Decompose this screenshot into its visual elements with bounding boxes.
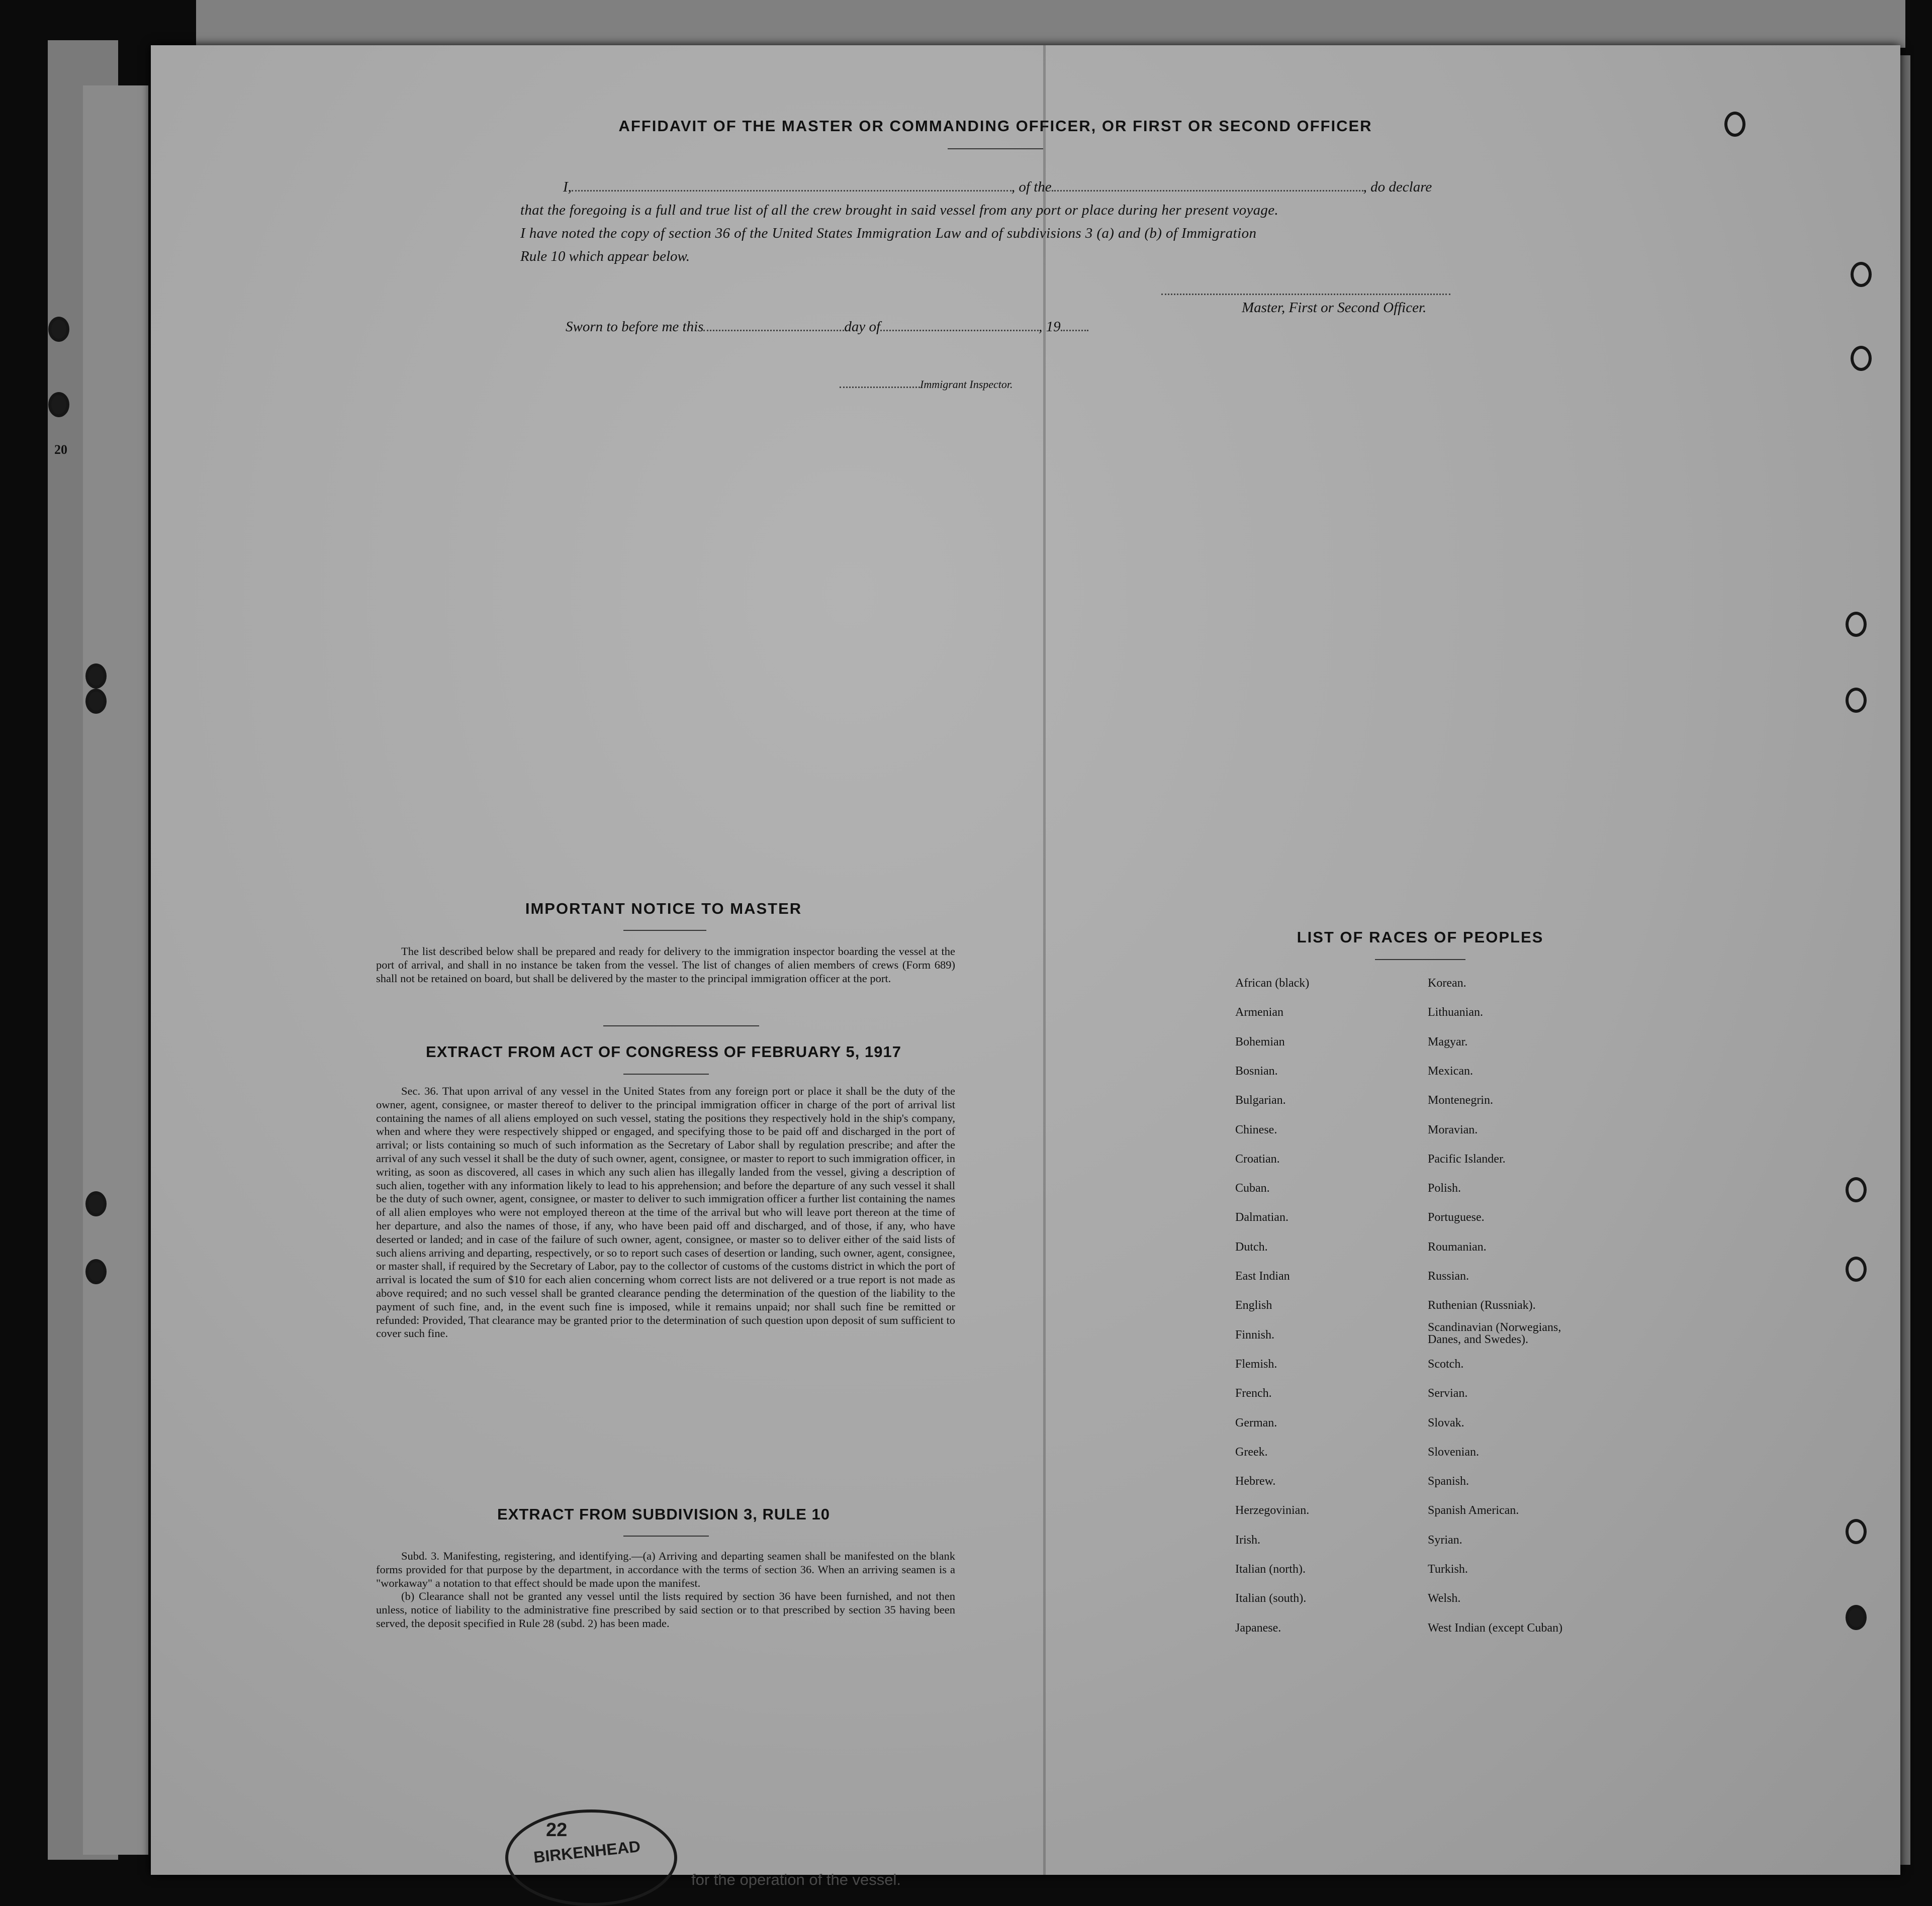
sworn-day-field[interactable] xyxy=(703,330,844,331)
race-item: Italian (north). xyxy=(1235,1563,1306,1576)
act-extract-title: EXTRACT FROM ACT OF CONGRESS OF FEBRUARY 5, 1917 xyxy=(426,1043,901,1061)
inspector-signature-field[interactable] xyxy=(840,387,920,388)
race-item: West Indian (except Cuban) xyxy=(1428,1621,1562,1635)
sworn-line xyxy=(566,317,1088,337)
act-title-rule xyxy=(623,1074,709,1075)
notice-text xyxy=(376,945,955,985)
race-item: Slovenian. xyxy=(1428,1445,1479,1459)
binding-hole xyxy=(48,392,69,417)
port-stamp xyxy=(505,1809,677,1906)
binding-hole xyxy=(85,1191,107,1216)
affidavit-title: AFFIDAVIT OF THE MASTER OR COMMANDING OFFICER, OR FIRST OR SECOND OFFICER xyxy=(618,117,1372,135)
underlying-page-top xyxy=(196,0,1905,48)
race-item: Flemish. xyxy=(1235,1357,1277,1371)
race-item: Hebrew. xyxy=(1235,1475,1276,1488)
race-item: Magyar. xyxy=(1428,1035,1468,1049)
binding-hole xyxy=(85,1259,107,1284)
race-item: Welsh. xyxy=(1428,1592,1461,1605)
race-item: Spanish American. xyxy=(1428,1504,1519,1517)
affidavit-title-rule xyxy=(948,148,1043,149)
binding-hole xyxy=(85,663,107,689)
binding-hole xyxy=(1846,1177,1867,1202)
race-item: Ruthenian (Russniak). xyxy=(1428,1299,1536,1312)
sworn-month-field[interactable] xyxy=(880,330,1039,331)
rule-paragraph-a: Subd. 3. Manifesting, registering, and identifying.—(a) Arriving and departing seamen shall be manifested on the blank forms provided for that purpose by the department, in accordance with the terms of section 36. When an arriving seamen is a "workaway" a notation to that effect should be made upon the manifest. xyxy=(376,1550,955,1589)
affidavit-line-1 xyxy=(563,177,1498,197)
binding-hole xyxy=(1846,688,1867,713)
race-item: Bosnian. xyxy=(1235,1064,1278,1078)
race-item: Mexican. xyxy=(1428,1064,1473,1078)
race-item: Finnish. xyxy=(1235,1328,1275,1342)
race-item: Irish. xyxy=(1235,1533,1260,1547)
vessel-name-field[interactable] xyxy=(1052,190,1363,192)
stamp-text: BIRKENHEAD xyxy=(532,1837,641,1867)
race-item: Montenegrin. xyxy=(1428,1094,1493,1107)
race-item: Japanese. xyxy=(1235,1621,1281,1635)
affidavit-i-label: I, xyxy=(563,179,572,195)
affidavit-line-4: Rule 10 which appear below. xyxy=(520,248,690,264)
rule-extract-text xyxy=(376,1550,955,1631)
year-prefix: , 19 xyxy=(1039,319,1061,335)
race-item: Dalmatian. xyxy=(1235,1211,1289,1224)
notice-title: IMPORTANT NOTICE TO MASTER xyxy=(525,900,802,917)
race-item: Moravian. xyxy=(1428,1123,1478,1136)
margin-number: 20 xyxy=(54,442,67,457)
race-item: English xyxy=(1235,1299,1272,1312)
binding-hole xyxy=(1851,262,1872,287)
race-item: African (black) xyxy=(1235,977,1310,990)
race-item: Bohemian xyxy=(1235,1035,1285,1049)
races-title-rule xyxy=(1375,959,1465,960)
race-item: French. xyxy=(1235,1387,1272,1400)
master-name-field[interactable] xyxy=(572,190,1011,192)
sworn-text: Sworn to before me this xyxy=(566,319,704,335)
race-item: Russian. xyxy=(1428,1270,1469,1283)
inspector-line xyxy=(840,378,1013,391)
race-item: Scotch. xyxy=(1428,1357,1464,1371)
race-item: Korean. xyxy=(1428,977,1466,990)
affidavit-of-the: , of the xyxy=(1011,179,1052,195)
act-extract-text xyxy=(376,1085,955,1341)
race-item: Dutch. xyxy=(1235,1240,1268,1254)
notice-paragraph: The list described below shall be prepared and ready for delivery to the immigration inspector boarding the vessel at the port of arrival, and shall in no instance be taken from the vessel. The list of changes of alien members of crews (Form 689) shall not be retained on board, but shall be delivered by the master to the principal immigration officer at the port. xyxy=(376,945,955,985)
race-item: Spanish. xyxy=(1428,1475,1469,1488)
race-item: Servian. xyxy=(1428,1387,1468,1400)
binding-hole xyxy=(1846,612,1867,637)
binding-hole xyxy=(1846,1257,1867,1282)
race-item: East Indian xyxy=(1235,1270,1290,1283)
binding-hole xyxy=(1846,1519,1867,1544)
stamp-number: 22 xyxy=(546,1820,568,1841)
race-item: Lithuanian. xyxy=(1428,1006,1483,1019)
race-item: Syrian. xyxy=(1428,1533,1462,1547)
race-item: Polish. xyxy=(1428,1182,1461,1195)
section-divider xyxy=(603,1025,759,1026)
race-item: Pacific Islander. xyxy=(1428,1152,1506,1166)
notice-title-rule xyxy=(623,930,706,931)
binding-hole xyxy=(48,317,69,342)
binding-hole xyxy=(1851,346,1872,371)
race-item: German. xyxy=(1235,1416,1277,1430)
race-item: Armenian xyxy=(1235,1006,1283,1019)
race-item: Croatian. xyxy=(1235,1152,1280,1166)
race-item: Cuban. xyxy=(1235,1182,1270,1195)
bottom-faint-text: for the operation of the vessel. xyxy=(691,1871,901,1888)
race-item: Italian (south). xyxy=(1235,1592,1307,1605)
affidavit-do-declare: , do declare xyxy=(1363,179,1432,195)
section-36-paragraph: Sec. 36. That upon arrival of any vessel in the United States from any foreign port or place it shall be the duty of the owner, agent, consignee, or master thereof to deliver to the principal immigration officer in charge of the port of arrival list containing the names of all aliens employed on such vessel, stating the positions they respectively hold in the ship's company, when and where they were respectively shipped or engaged, and specifying those to be paid off and discharged in the port of arrival; or lists containing so much of such information as the Secretary of Labor shall by regulation prescribe; and after the arrival of any such vessel it shall be the duty of such owner, agent, consignee, or master to report to such immigration officer, in writing, as soon as discovered, all cases in which any such alien has illegally landed from the vessel, giving a description of such alien, together with any information likely to lead to his apprehension; and before the departure of any such vessel it shall be the duty of such owner, agent, consignee, or master to deliver to such immigration officer a further list containing the names of all alien employes who were not employed thereon at the time of the arrival but who will leave port thereon at the time of her departure, and also the names of those, if any, who have been paid off and discharged, and of those, if any, who have deserted or landed; and in case of the failure of such owner, agent, consignee, or master so to deliver either of the said lists of such aliens arriving and departing, respectively, or so to report such cases of desertion or landing, such owner, agent, consignee, or master shall, if required by the Secretary of Labor, pay to the collector of customs of the customs district in which the port of arrival is located the sum of $10 for each alien concerning whom correct lists are not delivered or a true report is not made as above required; and no such vessel shall be granted clearance pending the determination of the question of the liability to the payment of such fine, and, in the event such fine is imposed, while it remains unpaid; nor shall such fine be remitted or refunded: Provided, That clearance may be granted prior to the determination of such question upon deposit of sum sufficient to cover such fine. xyxy=(376,1085,955,1340)
rule-title-rule xyxy=(623,1536,709,1537)
race-item: Roumanian. xyxy=(1428,1240,1487,1254)
day-of-text: day of xyxy=(844,319,881,335)
officer-signature-label: Master, First or Second Officer. xyxy=(1242,300,1427,316)
inspector-label: Immigrant Inspector. xyxy=(920,378,1013,391)
affidavit-line-3: I have noted the copy of section 36 of the United States Immigration Law and of subdivisions 3 (a) and (b) of Immigration xyxy=(520,225,1257,241)
officer-signature-line[interactable] xyxy=(1161,294,1450,295)
binding-hole xyxy=(1724,112,1745,137)
binding-hole xyxy=(85,689,107,714)
binding-hole xyxy=(1846,1605,1867,1630)
affidavit-line-2: that the foregoing is a full and true list of all the crew brought in said vessel from any port or place during her present voyage. xyxy=(520,202,1278,218)
race-item: Herzegovinian. xyxy=(1235,1504,1310,1517)
rule-paragraph-b: (b) Clearance shall not be granted any vessel until the lists required by section 36 have been furnished, and not then unless, notice of liability to the administrative fine prescribed by said section or to that prescribed by section 35 having been served, the deposit specified in Rule 28 (subd. 2) has been made. xyxy=(376,1590,955,1630)
race-item: Portuguese. xyxy=(1428,1211,1485,1224)
race-item: Chinese. xyxy=(1235,1123,1277,1136)
race-item: Greek. xyxy=(1235,1445,1268,1459)
race-item: Bulgarian. xyxy=(1235,1094,1286,1107)
sworn-year-field[interactable] xyxy=(1061,330,1088,331)
race-item: Turkish. xyxy=(1428,1563,1468,1576)
underlying-page-strip xyxy=(83,85,148,1855)
rule-extract-title: EXTRACT FROM SUBDIVISION 3, RULE 10 xyxy=(497,1505,830,1523)
race-item: Slovak. xyxy=(1428,1416,1464,1430)
races-title: LIST OF RACES OF PEOPLES xyxy=(1297,928,1544,946)
race-item: Scandinavian (Norwegians, Danes, and Swedes). xyxy=(1428,1320,1561,1346)
